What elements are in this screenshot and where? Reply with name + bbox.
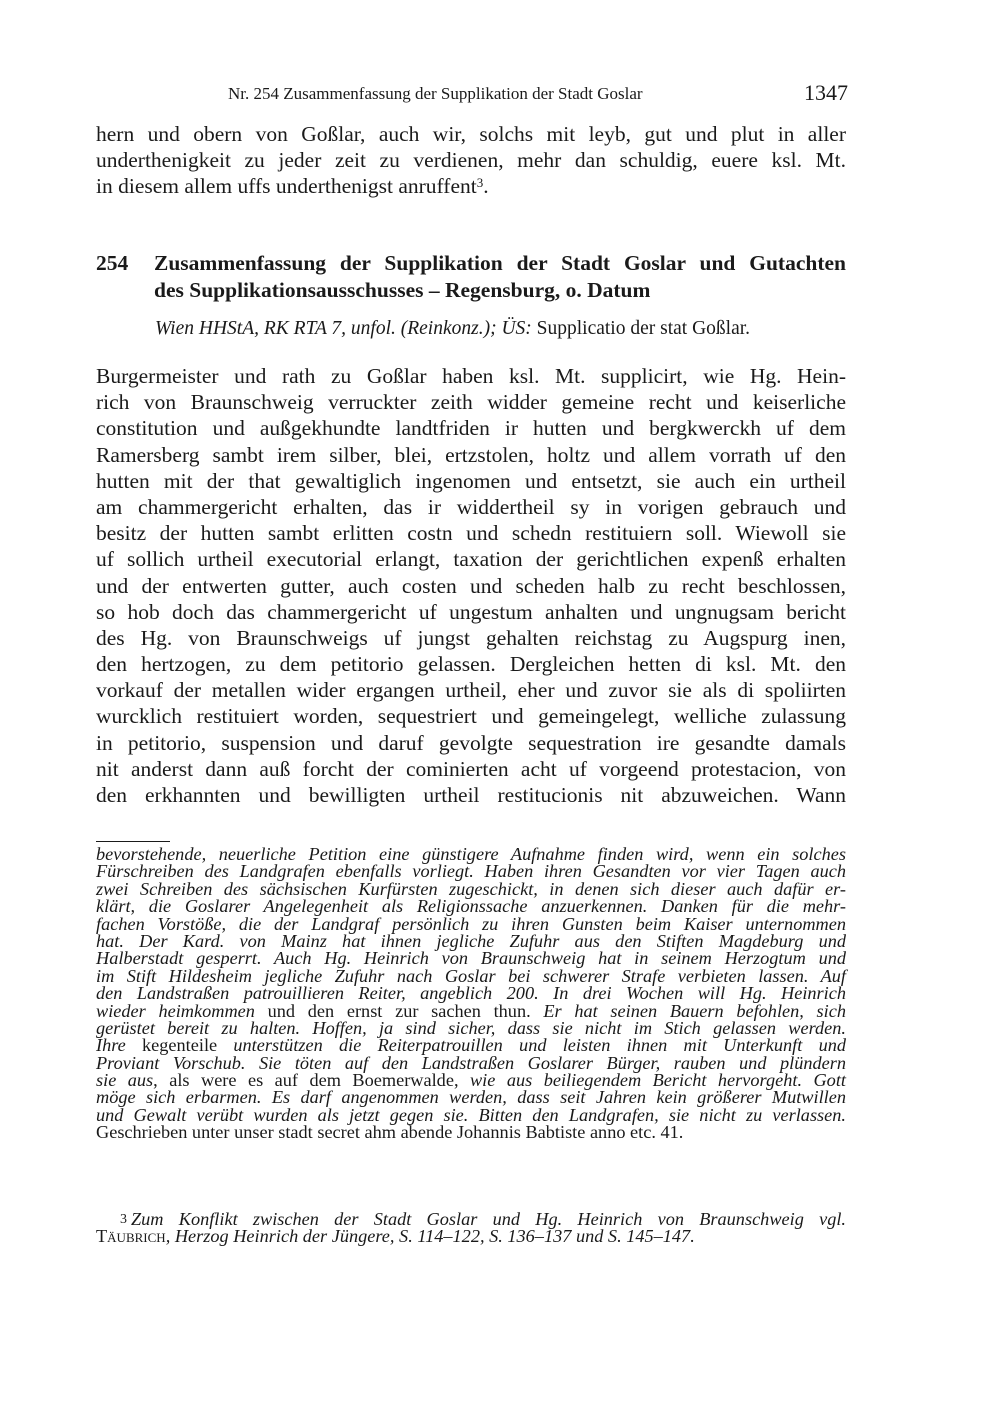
footnote-marker: 3: [120, 1212, 127, 1227]
text-line: wurcklich restituiert worden, sequestriert und gemeingelegt, welliche zulassung: [96, 704, 846, 729]
text-line: den erkhannten und bewilligten urtheil restitucionis nit abzuweichen. Wann: [96, 783, 846, 807]
intro-paragraph: [96, 121, 846, 200]
text-line: am chammergericht erhalten, das ir widdertheil sy in vorigen gebrauch und: [96, 494, 846, 519]
footnote-segment: wie aus beiliegendem Bericht hervorgeht. Gott: [469, 1070, 846, 1091]
footnote-line: fachen Vorstöße, die der Landgraf persönlich zu ihren Gunsten beim Kaiser unternommen: [96, 913, 846, 934]
sentence-end: .: [483, 174, 489, 199]
footnote-line: im Stift Hildesheim jegliche Zufuhr nach Goslar bei schwerer Strafe verbieten lassen. Auf: [96, 965, 846, 986]
footnote-separator: [96, 841, 170, 842]
footnote-reference[interactable]: 3: [476, 175, 484, 191]
footnote-segment: unterstützen die Reiterpatrouillen und leisten ihnen mit Unterkunft und: [233, 1035, 847, 1056]
page-number: 1347: [804, 80, 848, 105]
footnote-text: Zum Konflikt zwischen der Stadt Goslar und Hg. Heinrich von Braunschweig vgl.: [131, 1209, 846, 1229]
text-line: den hertzogen, zu dem petitorio gelassen. Dergleichen hetten di ksl. Mt. den: [96, 652, 846, 677]
text-line: hern und obern von Goßlar, auch wir, solchs mit leyb, gut und plut in aller: [96, 122, 846, 146]
footnote-line: Geschrieben unter unser stadt secret ahm abende Johannis Babtiste anno etc. 41.: [96, 1122, 684, 1143]
text-line: vorkauf der metallen wider ergangen urtheil, eher und zuvor sie als di spoliirten: [96, 678, 846, 703]
text-line: Burgermeister und rath zu Goßlar haben ksl. Mt. supplicirt, wie Hg. Hein-: [96, 364, 846, 388]
footnote-line: Fürschreiben des Landgrafen ebenfalls vorliegt. Haben ihren Gesandten vor vier Tagen auch: [96, 861, 846, 882]
footnote-line: und Gewalt verübt wurden als jetzt gegen sie. Bitten den Landgrafen, sie nicht zu verlassen.: [96, 1104, 846, 1125]
text-line: constitution und außgekhundte landtfriden ir hutten und bergkwerckh uf dem: [96, 416, 846, 441]
section-number: 254: [96, 251, 129, 275]
footnote-segment: Er hat seinen Bauern befohlen, sich: [543, 1000, 847, 1021]
text-line: Ramersberg sambt irem silber, blei, ertzstolen, holtz und allem vorrath uf den: [96, 442, 846, 467]
text-line: nit anderst dann auß forcht der cominierten acht uf vorgeend protestacion, von: [96, 756, 846, 781]
footnote-segment: sie aus: [96, 1070, 154, 1091]
running-head-title: Nr. 254 Zusammenfassung der Supplikation der Stadt Goslar: [228, 84, 643, 103]
footnote-line: Proviant Vorschub. Sie töten auf den Landstraßen Goslarer Bürger, rauben und plündern: [96, 1052, 846, 1073]
text-line-content: in diesem allem uffs underthenigst anruffent: [96, 174, 477, 199]
footnote-line: klärt, die Goslarer Angelegenheit als Religionssache anzuerkennen. Danken für die mehr-: [96, 896, 846, 917]
section-heading: [96, 250, 846, 303]
text-line: rich von Braunschweig verruckter zeith widder gemeine recht und keiserliche: [96, 390, 846, 415]
body-paragraph: [96, 363, 846, 808]
footnote-line: hat. Der Kard. von Mainz hat ihnen jegliche Zufuhr aus den Stiften Magdeburg und: [96, 930, 846, 951]
text-line: underthenigkeit zu jeder zeit zu verdienen, mehr dan schuldig, euere ksl. Mt.: [96, 148, 846, 173]
text-line: [96, 173, 846, 199]
source-archive: Wien HHStA, RK RTA 7, unfol. (Reinkonz.); ÜS:: [155, 318, 532, 339]
footnote-line: bevorstehende, neuerliche Petition eine günstigere Aufnahme finden wird, wenn ein solches: [96, 844, 846, 864]
section-title-line: Zusammenfassung der Supplikation der Stadt Goslar und Gutachten: [154, 251, 846, 275]
text-line: des Hg. von Braunschweigs uf jungst gehalten reichstag zu Augspurg inen,: [96, 625, 846, 650]
footnote-quote: , als were es auf dem Boemerwalde,: [153, 1070, 470, 1091]
text-line: so hob doch das chammergericht uf ungestum anhalten und ungnugsam bericht: [96, 599, 846, 624]
footnote-line: gerüstet bereit zu halten. Hoffen, ja sind sicher, dass sie nicht im Stich gelassen werden.: [96, 1017, 846, 1038]
footnote-quote: und den ernst zur sachen thun.: [254, 1000, 544, 1021]
footnote-line: [96, 1228, 846, 1245]
text-line: hutten mit der that gewaltiglich ingenomen und entsetzt, sie auch ein urtheil: [96, 468, 846, 493]
text-line: uf sollich urtheil executorial erlangt, taxation der gerichtlichen expenß erhalten: [96, 547, 846, 572]
section-title-line: des Supplikationsausschusses – Regensburg, o. Datum: [154, 277, 651, 302]
footnote-line: den Landstraßen patrouillieren Reiter, angeblich 200. In drei Wochen will Hg. Heinrich: [96, 983, 846, 1004]
footnote-3: [96, 1211, 846, 1246]
footnote-line: möge sich erbarmen. Es darf angenommen werden, dass seit Jahren kein größerer Mutwillen: [96, 1087, 846, 1108]
footnote-segment: Ihre: [96, 1035, 126, 1056]
source-superscription: Supplicatio der stat Goßlar.: [531, 318, 751, 339]
footnote-author: Täubrich: [96, 1226, 166, 1247]
footnote-quote: kegenteile: [125, 1035, 234, 1056]
footnote-continued: [96, 846, 846, 1142]
running-head: [228, 82, 848, 108]
footnote-line: zwei Schreiben des sächsischen Kurfürsten zugeschickt, in denen sich dieser auch dafür er-: [96, 878, 846, 899]
text-line: und der entwerten gutter, auch costen und scheden halb zu recht beschlossen,: [96, 573, 846, 598]
footnote-text: , Herzog Heinrich der Jüngere, S. 114–122, S. 136–137 und S. 145–147.: [165, 1226, 695, 1247]
footnote-segment: wieder heimkommen: [96, 1000, 255, 1021]
text-line: in petitorio, suspension und daruf gevolgte sequestration ire gesandte damals: [96, 730, 846, 755]
text-line: besitz der hutten sambt erlitten costn und schedn restituiern soll. Wiewoll sie: [96, 521, 846, 546]
source-reference: [155, 318, 750, 340]
footnote-line: Halberstadt gesperrt. Auch Hg. Heinrich von Braunschweig hat in seinem Herzogtum und: [96, 948, 846, 969]
